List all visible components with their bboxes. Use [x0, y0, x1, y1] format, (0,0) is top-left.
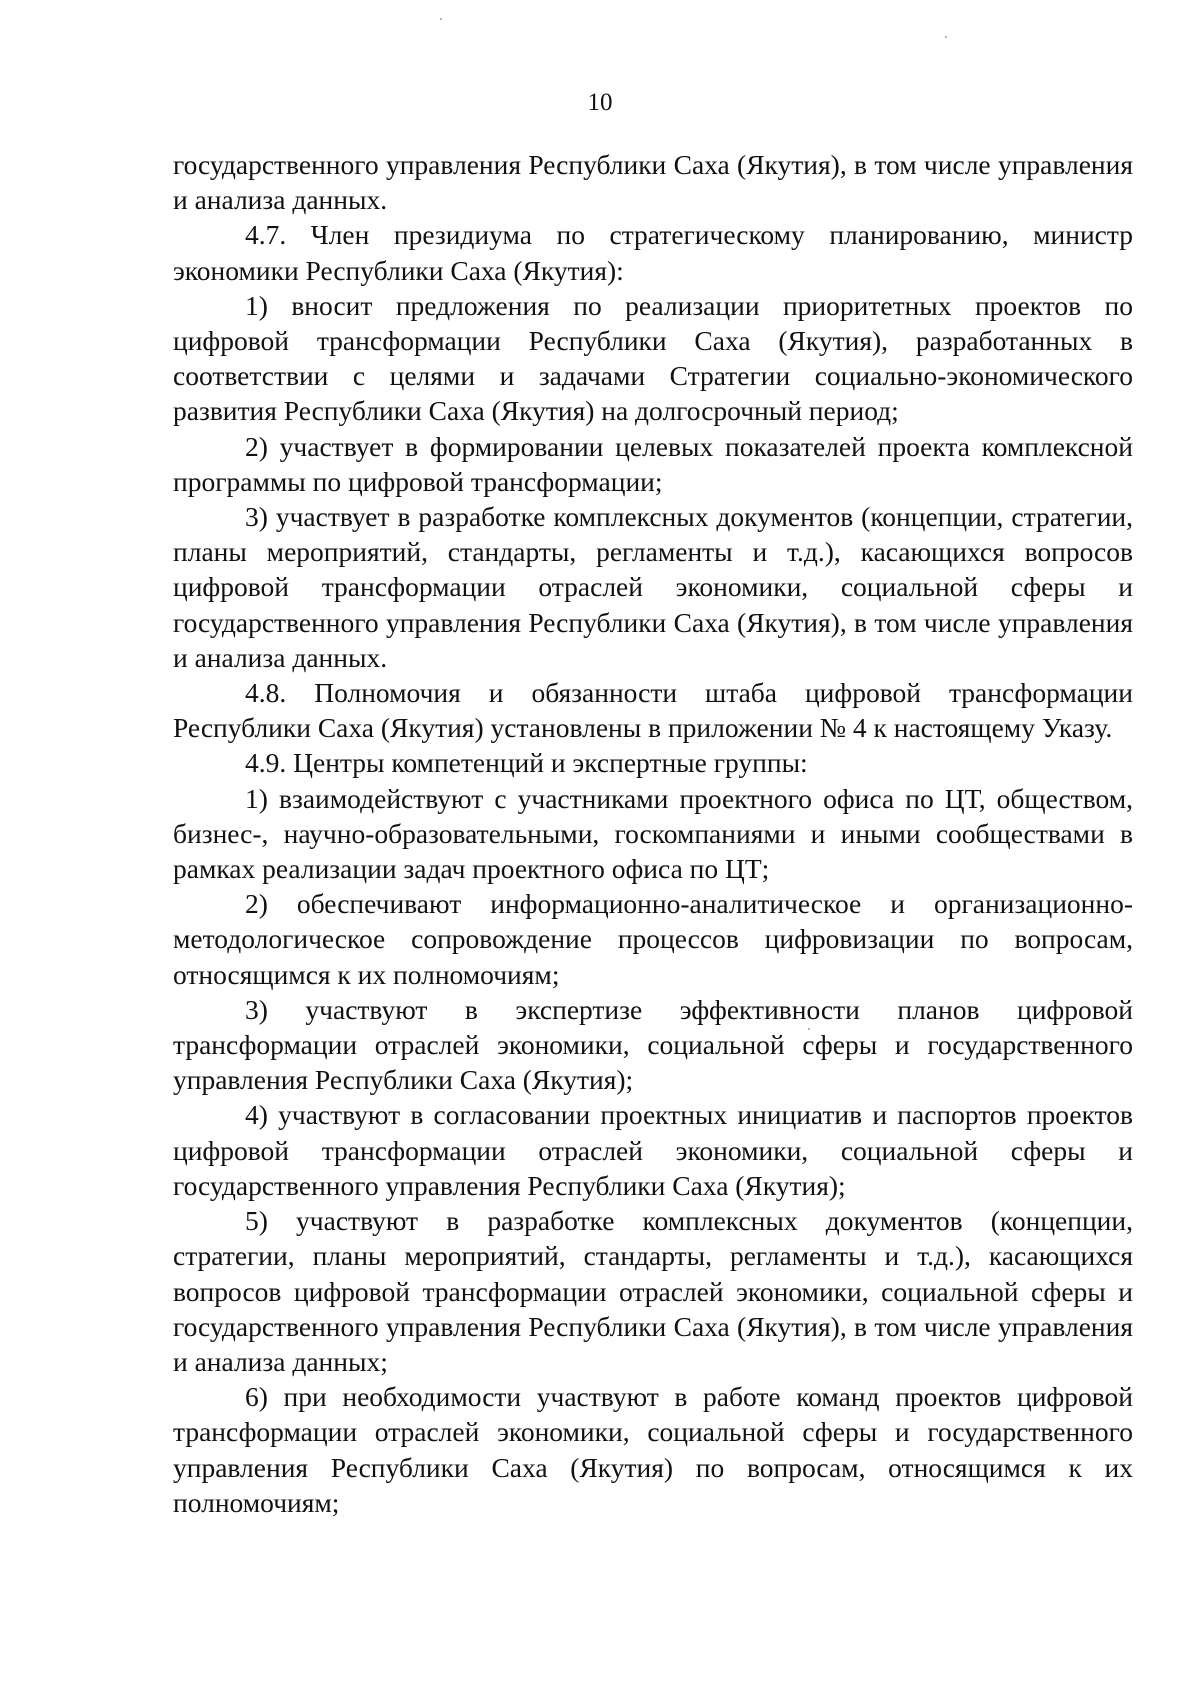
paragraph-4-9-item-1: 1) взаимодействуют с участниками проектного офиса по ЦТ, обществом, бизнес-, научно-образовательными, госкомпаниями и иными сообществами в рамках реализации задач проектного офиса по ЦТ; [173, 782, 1133, 885]
paragraph-continuation: государственного управления Республики Саха (Якутия), в том числе управления и анализа данных. [173, 149, 1133, 216]
paragraph-4-9-item-5: 5) участвуют в разработке комплексных документов (концепции, стратегии, планы мероприятий, стандарты, регламенты и т.д.), касающихся вопросов цифровой трансформации отраслей экономики, социальной сферы и государственного управления Республики Саха (Якутия), в том числе управления и анализа данных; [173, 1205, 1133, 1377]
paragraph-4-7: 4.7. Член президиума по стратегическому планированию, министр экономики Республики Саха (Якутия): [173, 219, 1133, 286]
paragraph-4-9-item-2: 2) обеспечивают информационно-аналитическое и организационно-методологическое сопровождение процессов цифровизации по вопросам, относящимся к их полномочиям; [173, 888, 1133, 990]
paragraph-4-8: 4.8. Полномочия и обязанности штаба цифровой трансформации Республики Саха (Якутия) установлены в приложении № 4 к настоящему Указу. [173, 677, 1133, 744]
paragraph-4-7-item-2: 2) участвует в формировании целевых показателей проекта комплексной программы по цифровой трансформации; [173, 430, 1133, 497]
paragraph-4-9-item-3: 3) участвуют в экспертизе эффективности планов цифровой трансформации отраслей экономики, социальной сферы и государственного управления Республики Саха (Якутия); [173, 993, 1133, 1096]
paragraph-4-9-item-6: 6) при необходимости участвуют в работе команд проектов цифровой трансформации отраслей экономики, социальной сферы и государственного управления Республики Саха (Якутия) по вопросам, относящимся к их полномочиям; [173, 1381, 1133, 1518]
paragraph-4-9-item-4: 4) участвуют в согласовании проектных инициатив и паспортов проектов цифровой трансформации отраслей экономики, социальной сферы и государственного управления Республики Саха (Якутия); [173, 1099, 1133, 1201]
paragraph-4-7-item-1: 1) вносит предложения по реализации приоритетных проектов по цифровой трансформации Республики Саха (Якутия), разработанных в соответствии с целями и задачами Стратегии социально-экономического развития Республики Саха (Якутия) на долгосрочный период; [173, 289, 1133, 427]
paragraph-4-7-item-3: 3) участвует в разработке комплексных документов (концепции, стратегии, планы мероприятий, стандарты, регламенты и т.д.), касающихся вопросов цифровой трансформации отраслей экономики, социальной сферы и государственного управления Республики Саха (Якутия), в том числе управления и анализа данных. [173, 501, 1133, 673]
page-number: 10 [587, 89, 613, 116]
document-body [173, 147, 1133, 1520]
paragraph-4-9: 4.9. Центры компетенций и экспертные группы: [245, 747, 808, 779]
scan-speck [440, 18, 442, 20]
scan-speck [945, 36, 947, 38]
